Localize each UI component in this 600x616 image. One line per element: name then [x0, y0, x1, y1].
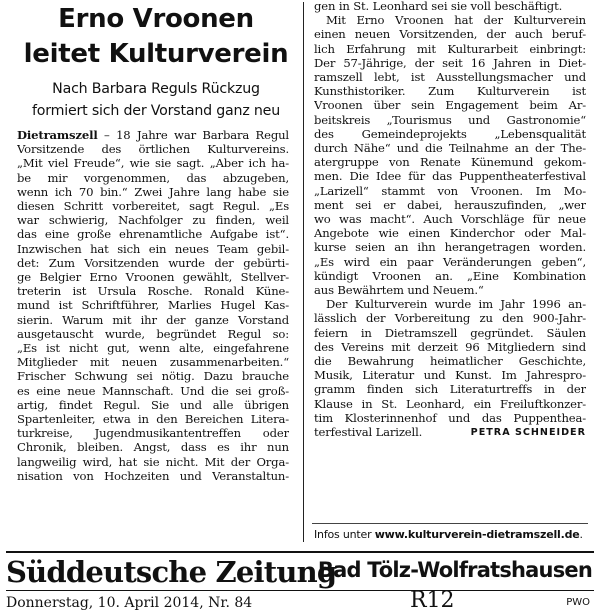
article-line: nisation von Hochzeiten und Veranstaltun-: [17, 468, 289, 483]
article-line: gramm finden sich Literaturtreffs in der: [314, 382, 586, 397]
article-line: ment sei er dabei, herauszufinden, „wer: [314, 197, 586, 212]
article-line: war schwierig, Nachfolger zu finden, weil: [17, 213, 289, 228]
info-prefix: Infos unter: [314, 528, 375, 541]
article-line: Inzwischen hat sich ein neues Team gebil-: [17, 241, 289, 256]
article-line: Klause in St. Leonhard, ein Freiluftkonzer-: [314, 396, 586, 411]
article-line: die Bewahrung heimatlicher Geschichte,: [314, 354, 586, 369]
article-line: des Gemeindeprojekts „Lebensqualität: [314, 126, 586, 141]
article-line: Frischer Schwung sei nötig. Dazu brauche: [17, 369, 289, 384]
headline-line: leitet Kulturverein: [23, 39, 289, 69]
article-line: lich Erfahrung mit Kulturarbeit einbringt:: [314, 41, 586, 56]
info-divider: [312, 523, 588, 524]
newspaper-logo: Süddeutsche Zeitung: [6, 555, 337, 589]
article-line: durch Nähe“ und die Teilnahme an der The-: [314, 141, 586, 156]
article-line: Mit Erno Vroonen hat der Kulturverein: [326, 13, 586, 28]
article-line: Kunsthistoriker. Zum Kulturverein ist: [314, 84, 586, 99]
article-line: Der 57-Jährige, der seit 16 Jahren in Diet-: [314, 55, 586, 70]
article-line: kündigt Vroonen an. „Eine Kombination: [314, 268, 586, 283]
headline: [14, 2, 298, 72]
author-byline: PETRA SCHNEIDER: [470, 427, 586, 439]
article-line: „Larizell“ stammt von Vroonen. Im Mo-: [314, 183, 586, 198]
issue-date: Donnerstag, 10. April 2014, Nr. 84: [6, 595, 253, 611]
article-line: men. Die Idee für das Puppentheaterfestival: [314, 169, 586, 184]
article-line: Musik, Literatur und Kunst. Im Jahrespro-: [314, 368, 586, 383]
subheadline: [14, 78, 298, 122]
page-number: R12: [410, 588, 455, 613]
article-line: kurse seien an ihn herangetragen worden.: [314, 240, 586, 255]
column-divider: [303, 2, 304, 542]
article-line-text: terfestival Larizell.: [314, 425, 423, 440]
article-line: diesen Schritt vorbereitet, sagt Regul. „Es: [17, 199, 289, 214]
article-line: treterin ist Ursula Rosche. Ronald Küne-: [17, 284, 289, 299]
article-line: lässlich der Vorbereitung zu den 900-Jahr-: [314, 311, 586, 326]
region-title: Bad Tölz-Wolfratshausen: [317, 558, 592, 582]
article-line: det: Zum Vorsitzenden wurde der gebürti-: [17, 255, 289, 270]
article-line: Mitglieder mit neuen zusammenarbeiten.“: [17, 355, 289, 370]
info-line: [314, 528, 590, 542]
article-line: [314, 425, 586, 440]
subheadline-line: formiert sich der Vorstand ganz neu: [32, 103, 280, 119]
article-line: Vroonen über sein Engagement beim Ar-: [314, 98, 586, 113]
article-line: „Es wird ein paar Veränderungen geben“,: [314, 254, 586, 269]
article-line: feiern in Dietramszell gegründet. Säulen: [314, 325, 586, 340]
article-line: ramszell lebt, ist Ausstellungsmacher und: [314, 70, 586, 85]
headline-line: Erno Vroonen: [58, 4, 254, 34]
article-column-left: [17, 128, 289, 483]
article-line: „Es ist nicht gut, wenn alte, eingefahrene: [17, 341, 289, 356]
article-line: es eine neue Mannschaft. Und die sei groß-: [17, 383, 289, 398]
info-suffix: .: [579, 528, 583, 541]
article-line: turkreise, Jugendmusikantentreffen oder: [17, 426, 289, 441]
article-line: des Vereins mit derzeit 96 Mitgliedern sind: [314, 339, 586, 354]
edition-code: PWO: [566, 597, 590, 608]
article-line-text: – 18 Jahre war Barbara Regul: [97, 128, 289, 142]
info-link[interactable]: www.kulturverein-dietramszell.de: [374, 528, 580, 541]
article-line: einen neuen Vorsitzenden, der auch beruf-: [314, 27, 586, 42]
article-line: artig, findet Regul. Sie und alle übrigen: [17, 397, 289, 412]
article-line: wo was macht“. Auch Vorschläge für neue: [314, 212, 586, 227]
article-line: wenn ich 70 bin.“ Zwei Jahre lang habe sie: [17, 184, 289, 199]
article-line: ausgetauscht wurde, begründet Regul so:: [17, 326, 289, 341]
dateline: Dietramszell: [17, 128, 98, 142]
article-line: mund ist Schriftführer, Marlies Hugel Kas-: [17, 298, 289, 313]
article-line: Chronik, bleiben. Angst, dass es ihr nun: [17, 440, 289, 455]
article-line: aus Bewährtem und Neuem.“: [314, 283, 484, 298]
masthead-rule-bottom: [6, 590, 594, 591]
article-line: Angebote wie einen Kinderchor oder Mal-: [314, 226, 586, 241]
article-line: langweilig wird, hat sie nicht. Mit der Orga-: [17, 454, 289, 469]
subheadline-line: Nach Barbara Reguls Rückzug: [52, 81, 260, 97]
article-line: atergruppe von Renate Künemund gekom-: [314, 155, 586, 170]
article-line: tim Klosterinnenhof und das Puppenthea-: [314, 410, 586, 425]
article-line: Vorsitzende des örtlichen Kulturvereins.: [17, 142, 289, 157]
article-line: sierin. Warum mit ihr der ganze Vorstand: [17, 312, 289, 327]
article-line: [17, 128, 289, 142]
article-line: Spartenleiter, etwa in den Bereichen Litera-: [17, 412, 289, 427]
article-line: das eine große ehrenamtliche Aufgabe ist“.: [17, 227, 289, 242]
article-line: „Mit viel Freude“, wie sie sagt. „Aber ich ha-: [17, 156, 289, 171]
article-line: beitskreis „Tourismus und Gastronomie“: [314, 112, 586, 127]
article-column-right: [314, 0, 586, 440]
article-line: gen in St. Leonhard sei sie voll beschäftigt.: [314, 0, 563, 13]
article-line: be mir vorgenommen, das abzugeben,: [17, 170, 289, 185]
article-line: ge Belgier Erno Vroonen gewählt, Stellver-: [17, 270, 289, 285]
article-line: Der Kulturverein wurde im Jahr 1996 an-: [326, 297, 586, 312]
